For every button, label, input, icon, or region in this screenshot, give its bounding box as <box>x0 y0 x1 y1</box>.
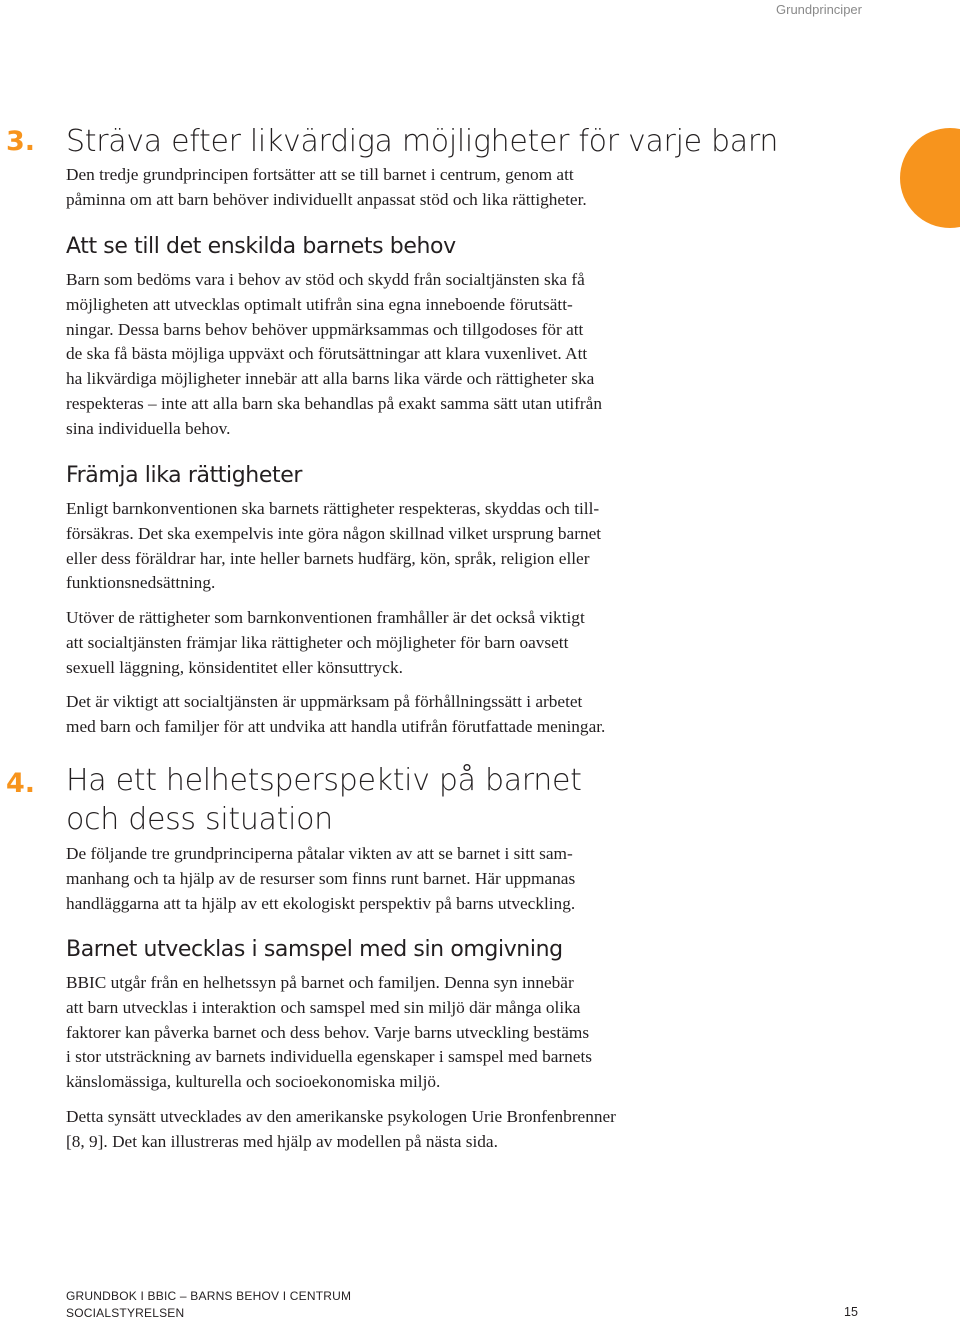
text-line: ha likvärdiga möjligheter innebär att alla barns lika värde och rättigheter ska <box>66 369 595 389</box>
paragraph-lika-rattigheter-1 <box>66 497 702 596</box>
text-line: Det är viktigt att socialtjänsten är uppmärksam på förhållningssätt i arbetet <box>66 692 583 711</box>
text-line: Barn som bedöms vara i behov av stöd och skydd från socialtjänsten ska få <box>66 270 585 289</box>
text-line: möjligheten att utvecklas optimalt utifrån sina egna inneboende förutsätt- <box>66 294 573 314</box>
text-line: handläggarna att ta hjälp av ett ekologiskt perspektiv på barns utveckling. <box>66 893 576 913</box>
section-3-heading-line: Sträva efter likvärdiga möjligheter för varje barn <box>66 124 779 159</box>
orange-tab-marker <box>900 128 960 228</box>
text-line: respekteras – inte att alla barn ska behandlas på exakt samma sätt utan utifrån <box>66 393 602 413</box>
text-line: känslomässiga, kulturella och socioekonomiska miljö. <box>66 1072 441 1092</box>
page-number: 15 <box>844 1305 858 1319</box>
text-line: funktionsnedsättning. <box>66 573 216 593</box>
section-4-number: 4. <box>6 768 36 799</box>
text-line: sexuell läggning, könsidentitet eller könsuttryck. <box>66 657 403 677</box>
text-line: i stor utsträckning av barnets individuella egenskaper i samspel med barnets <box>66 1047 592 1067</box>
text-line: sina individuella behov. <box>66 418 231 438</box>
footer-publication-title: GRUNDBOK I BBIC – BARNS BEHOV I CENTRUM <box>66 1289 352 1303</box>
text-line: manhang och ta hjälp av de resurser som finns runt barnet. Här uppmanas <box>66 868 576 888</box>
text-line: Utöver de rättigheter som barnkonventionen framhåller är det också viktigt <box>66 608 585 627</box>
paragraph-lika-rattigheter-2 <box>66 606 702 680</box>
text-line: Detta synsätt utvecklades av den amerikanske psykologen Urie Bronfenbrenner <box>66 1107 616 1126</box>
text-line: försäkras. Det ska exempelvis inte göra någon skillnad vilket ursprung barnet <box>66 523 602 543</box>
text-line: påminna om att barn behöver individuellt anpassat stöd och lika rättigheter. <box>66 189 587 209</box>
text-line: faktorer kan påverka barnet och dess behov. Varje barns utveckling bestäms <box>66 1022 590 1042</box>
text-line: Enligt barnkonventionen ska barnets rättigheter respekteras, skyddas och till- <box>66 499 600 518</box>
paragraph-barnets-behov <box>66 268 702 442</box>
section-4-heading-line: Ha ett helhetsperspektiv på barnet <box>66 763 582 798</box>
footer-publisher: SOCIALSTYRELSEN <box>66 1306 185 1320</box>
text-line: [8, 9]. Det kan illustreras med hjälp av modellen på nästa sida. <box>66 1131 498 1151</box>
text-line: de ska få bästa möjliga uppväxt och förutsättningar att klara vuxenlivet. Att <box>66 344 588 364</box>
paragraph-samspel-2 <box>66 1105 702 1155</box>
section-3-number: 3. <box>6 126 36 157</box>
subheading-lika-rattigheter: Främja lika rättigheter <box>66 463 302 488</box>
section-4-heading <box>66 761 582 839</box>
text-line: De följande tre grundprinciperna påtalar vikten av att se barnet i sitt sam- <box>66 844 573 863</box>
running-head: Grundprinciper <box>776 2 862 17</box>
text-line: eller dess föräldrar har, inte heller barnets hudfärg, kön, språk, religion eller <box>66 548 590 568</box>
subheading-samspel-omgivning: Barnet utvecklas i samspel med sin omgivning <box>66 937 563 962</box>
section-3-heading <box>66 122 778 161</box>
subheading-barnets-behov: Att se till det enskilda barnets behov <box>66 234 456 259</box>
text-line: Den tredje grundprincipen fortsätter att se till barnet i centrum, genom att <box>66 165 574 184</box>
paragraph-samspel-1 <box>66 971 702 1095</box>
section-3-intro <box>66 163 702 213</box>
text-line: med barn och familjer för att undvika att handla utifrån förutfattade meningar. <box>66 716 606 736</box>
text-line: BBIC utgår från en helhetssyn på barnet och familjen. Denna syn innebär <box>66 973 574 992</box>
text-line: att socialtjänsten främjar lika rättigheter och möjligheter för barn oavsett <box>66 632 569 652</box>
paragraph-lika-rattigheter-3 <box>66 690 702 740</box>
text-line: ningar. Dessa barns behov behöver uppmärksammas och tillgodoses för att <box>66 319 584 339</box>
text-line: att barn utvecklas i interaktion och samspel med sin miljö där många olika <box>66 997 581 1017</box>
section-4-intro <box>66 842 702 916</box>
footer <box>66 1288 351 1322</box>
section-4-heading-line: och dess situation <box>66 802 333 837</box>
